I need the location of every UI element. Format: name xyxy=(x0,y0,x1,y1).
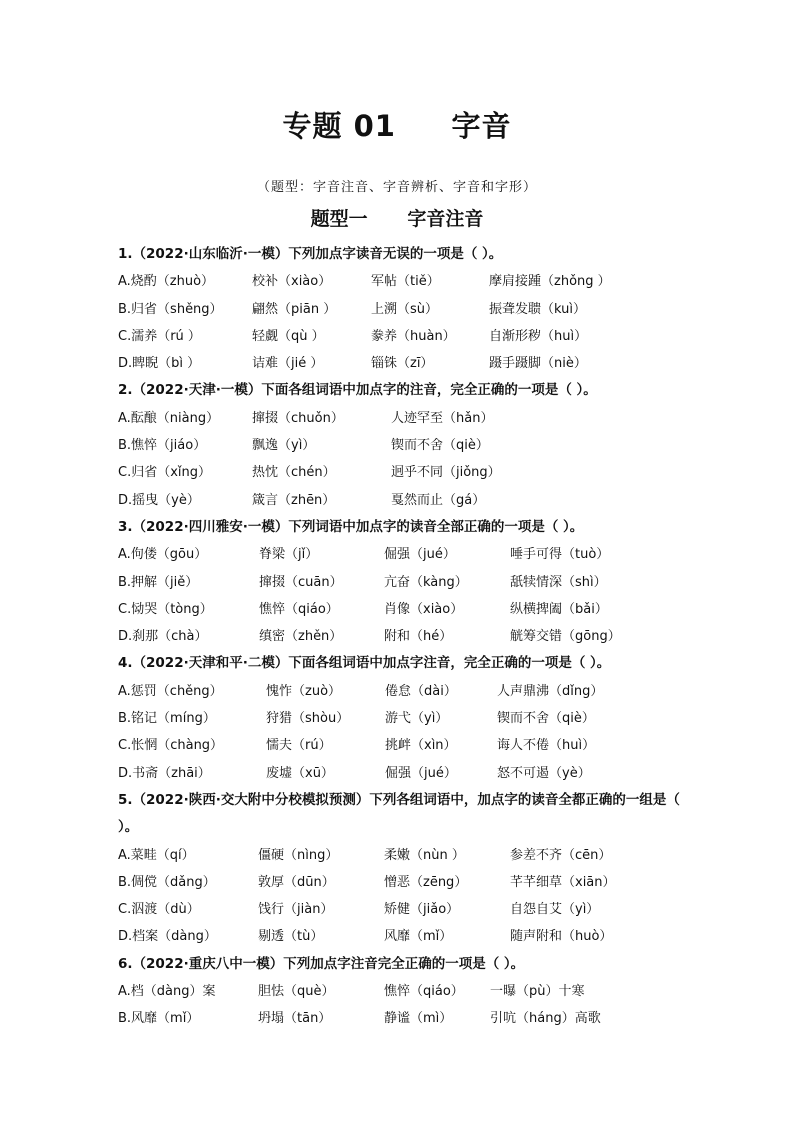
option-item: 热忱（chén） xyxy=(252,465,336,481)
option-item: 倔强（jué） xyxy=(385,765,457,781)
option-item: A.佝偻（gōu） xyxy=(118,547,208,563)
section-title: 题型一 字音注音 xyxy=(310,208,484,230)
option-item: 憎恶（zēng） xyxy=(384,874,468,890)
option-item: D.摇曳（yè） xyxy=(118,492,200,508)
option-item: 附和（hé） xyxy=(384,629,453,645)
option-item: 军帖（tiě） xyxy=(371,274,440,290)
option-row xyxy=(118,896,698,923)
option-item: B.憔悴（jiáo） xyxy=(118,438,207,454)
option-item: B.押解（jiě） xyxy=(118,574,199,590)
option-row xyxy=(118,842,698,869)
option-row xyxy=(118,268,698,295)
option-item: 自渐形秽（huì） xyxy=(489,328,588,344)
option-item: 锱铢（zī） xyxy=(371,356,434,372)
option-item: 憔悴（qiáo） xyxy=(384,984,464,1000)
option-item: A.酝酿（niàng） xyxy=(118,410,220,426)
option-item: 脊梁（jǐ） xyxy=(259,547,319,563)
option-item: 校补（xiào） xyxy=(252,274,332,290)
option-item: 芊芊细草（xiān） xyxy=(510,874,616,890)
option-row xyxy=(118,732,698,759)
option-item: 翩然（piān ） xyxy=(252,301,337,317)
question-stem: 5.（2022·陕西·交大附中分校模拟预测）下列各组词语中，加点字的读音全都正确的一组是（ ）。 xyxy=(118,791,680,836)
option-item: 亢奋（kàng） xyxy=(384,574,468,590)
option-item: 随声附和（huò） xyxy=(510,929,613,945)
option-item: C.泅渡（dù） xyxy=(118,902,200,918)
option-item: C.濡养（rú ） xyxy=(118,328,201,344)
page-title: 专题 01 字音 xyxy=(282,109,512,143)
option-item: 人迹罕至（hǎn） xyxy=(391,410,494,426)
option-item: 上溯（sù） xyxy=(371,301,439,317)
option-row xyxy=(118,323,698,350)
page-subtitle: （题型：字音注音、字音辨析、字音和字形） xyxy=(256,180,537,195)
option-item: 锲而不舍（qiè） xyxy=(391,438,489,454)
question-list xyxy=(118,241,698,1033)
option-item: 锲而不舍（qiè） xyxy=(497,711,595,727)
question-stem: 3.（2022·四川雅安·一模）下列词语中加点字的读音全部正确的一项是（ ）。 xyxy=(118,518,584,535)
option-item: 撺掇（cuān） xyxy=(259,574,343,590)
option-row xyxy=(118,978,698,1005)
option-item: 僵硬（nìng） xyxy=(258,847,339,863)
option-row xyxy=(118,459,698,486)
option-item: 撺掇（chuǒn） xyxy=(252,410,344,426)
question-block xyxy=(118,787,698,951)
option-item: 纵横捭阖（bǎi） xyxy=(510,601,608,617)
option-item: D.书斋（zhāi） xyxy=(118,765,211,781)
option-item: 游弋（yì） xyxy=(385,711,449,727)
option-item: 愧怍（zuò） xyxy=(266,683,342,699)
option-item: 狩猎（shòu） xyxy=(266,711,350,727)
option-item: 引吭（háng）高歌 xyxy=(490,1011,601,1027)
option-item: 剔透（tù） xyxy=(258,929,324,945)
option-row xyxy=(118,432,698,459)
option-item: 豢养（huàn） xyxy=(371,328,456,344)
option-row xyxy=(118,296,698,323)
option-row xyxy=(118,678,698,705)
option-item: 静谧（mì） xyxy=(384,1011,453,1027)
option-item: 憔悴（qiáo） xyxy=(259,601,339,617)
option-item: A.惩罚（chěng） xyxy=(118,683,223,699)
option-item: A.菜畦（qí） xyxy=(118,847,195,863)
option-item: 诲人不倦（huì） xyxy=(497,738,596,754)
option-item: 废墟（xū） xyxy=(266,765,334,781)
option-item: 倦怠（dài） xyxy=(385,683,457,699)
option-item: 挑衅（xìn） xyxy=(385,738,457,754)
option-item: 人声鼎沸（dǐng） xyxy=(497,683,604,699)
option-item: 一曝（pù）十寒 xyxy=(490,984,585,1000)
option-item: C.归省（xǐng） xyxy=(118,465,212,481)
option-item: 倔强（jué） xyxy=(384,547,456,563)
option-row xyxy=(118,541,698,568)
option-item: D.刹那（chà） xyxy=(118,629,208,645)
option-item: 唾手可得（tuò） xyxy=(510,547,610,563)
option-row xyxy=(118,350,698,377)
option-row xyxy=(118,923,698,950)
option-item: 蹑手蹑脚（niè） xyxy=(489,356,587,372)
option-item: C.怅惘（chàng） xyxy=(118,738,224,754)
question-block xyxy=(118,951,698,1033)
question-stem: 4.（2022·天津和平·二模）下面各组词语中加点字注音，完全正确的一项是（ ）。 xyxy=(118,655,611,672)
option-item: D.档案（dàng） xyxy=(118,929,217,945)
option-item: 诘难（jié ） xyxy=(252,356,324,372)
option-row xyxy=(118,623,698,650)
question-block xyxy=(118,514,698,650)
option-item: 觥筹交错（gōng） xyxy=(510,629,621,645)
option-item: C.恸哭（tòng） xyxy=(118,601,213,617)
option-row xyxy=(118,1005,698,1032)
option-item: 敦厚（dūn） xyxy=(258,874,335,890)
option-item: 摩肩接踵（zhǒng ） xyxy=(489,274,611,290)
option-item: B.归省（shěng） xyxy=(118,301,223,317)
option-item: 坍塌（tān） xyxy=(258,1011,332,1027)
option-row xyxy=(118,405,698,432)
option-item: 缜密（zhěn） xyxy=(259,629,343,645)
option-item: 矫健（jiǎo） xyxy=(384,902,460,918)
question-block xyxy=(118,650,698,786)
question-stem: 6.（2022·重庆八中一模）下列加点字注音完全正确的一项是（ ）。 xyxy=(118,955,525,972)
option-item: 风靡（mǐ） xyxy=(384,929,453,945)
option-item: B.风靡（mǐ） xyxy=(118,1011,200,1027)
option-item: 戛然而止（gá） xyxy=(391,492,486,508)
option-item: 肖像（xiào） xyxy=(384,601,464,617)
option-item: 怒不可遏（yè） xyxy=(497,765,591,781)
option-item: 参差不齐（cēn） xyxy=(510,847,612,863)
option-item: B.铭记（míng） xyxy=(118,711,216,727)
option-row xyxy=(118,760,698,787)
question-block xyxy=(118,241,698,377)
option-item: 迥乎不同（jiǒng） xyxy=(391,465,501,481)
option-item: 振聋发聩（kuì） xyxy=(489,301,586,317)
option-item: A.档（dàng）案 xyxy=(118,984,216,1000)
option-item: 舐犊情深（shì） xyxy=(510,574,607,590)
option-item: A.烧酌（zhuò） xyxy=(118,274,215,290)
option-row xyxy=(118,596,698,623)
option-row xyxy=(118,705,698,732)
option-row xyxy=(118,487,698,514)
option-item: 轻觑（qù ） xyxy=(252,328,325,344)
question-stem: 2.（2022·天津·一模）下面各组词语中加点字的注音，完全正确的一项是（ ）。 xyxy=(118,382,597,399)
option-item: 箴言（zhēn） xyxy=(252,492,336,508)
option-item: 饯行（jiàn） xyxy=(258,902,334,918)
option-row xyxy=(118,869,698,896)
option-item: 懦夫（rú） xyxy=(266,738,332,754)
option-item: 飘逸（yì） xyxy=(252,438,316,454)
option-item: 胆怯（què） xyxy=(258,984,335,1000)
question-block xyxy=(118,377,698,513)
option-item: B.倜傥（dǎng） xyxy=(118,874,216,890)
option-row xyxy=(118,569,698,596)
option-item: D.睥睨（bì ） xyxy=(118,356,201,372)
question-stem: 1.（2022·山东临沂·一模）下列加点字读音无误的一项是（ ）。 xyxy=(118,246,503,262)
option-item: 自怨自艾（yì） xyxy=(510,902,600,918)
option-item: 柔嫩（nùn ） xyxy=(384,847,465,863)
